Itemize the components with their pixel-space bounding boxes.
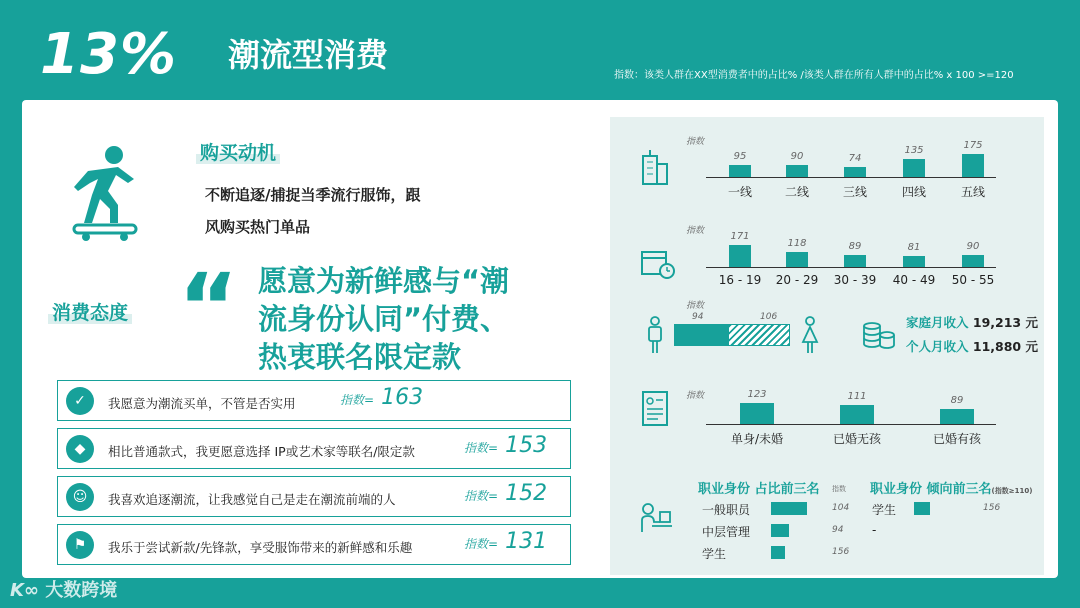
age-category: 40 - 49 [892,273,936,287]
city-axis [706,177,996,178]
age-bar [786,252,808,267]
city-bar [844,167,866,177]
motive-line2: 风购买热门单品 [205,218,311,236]
statement-text: 我乐于尝试新款/先锋款，享受服饰带来的新鲜感和乐趣 [108,540,413,555]
male-index: 94 [692,312,704,322]
flag-icon: ⚑ [66,531,94,559]
city-axis-label: 指数 [686,137,705,147]
age-value: 90 [966,241,980,252]
age-bar [962,255,984,267]
age-axis-label: 指数 [686,226,705,236]
female-icon [800,316,820,358]
gender-axis-label: 指数 [686,301,705,311]
marriage-axis [706,424,996,425]
age-value: 81 [907,242,921,253]
personal-income: 个人月收入 11,880 元 [906,339,1038,354]
marriage-category: 已婚无孩 [832,432,881,446]
age-axis [706,267,996,268]
motive-line1: 不断追逐/捕捉当季流行服饰，跟 [205,186,421,204]
marriage-bar [740,403,774,424]
brand-logo: K∞ 大数跨境 [10,580,118,601]
statement-row [57,524,571,565]
age-bar [903,256,925,267]
age-value: 118 [787,238,807,249]
index-formula: 指数：该类人群在XX型消费者中的占比% /该类人群在所有人群中的占比% x 100 >=120 [614,70,1014,81]
marriage-axis-label: 指数 [686,391,705,401]
marriage-category: 已婚有孩 [932,432,981,446]
occupation-tendency-title: 职业身份 倾向前三名(指数≥110) [870,482,1033,497]
statement-row [57,380,571,421]
male-bar [674,324,728,346]
age-bar [729,245,751,267]
occupation-index: 156 [832,547,850,557]
attitude-line3: 热衷联名限定款 [258,340,462,374]
age-value: 89 [848,241,862,252]
age-category: 30 - 39 [833,273,877,287]
female-bar [728,324,790,346]
attitude-line1: 愿意为新鲜感与“潮 [258,264,510,298]
marriage-category: 单身/未婚 [730,432,784,446]
statement-index: 指数= 163 [340,385,424,410]
marriage-value: 123 [747,389,767,400]
city-bar [729,165,751,177]
city-category: 一线 [727,185,752,199]
occupation-bar [771,524,789,537]
calendar-clock-icon [640,248,676,284]
city-bar [786,165,808,177]
city-value: 135 [904,145,924,156]
skateboarder-icon [68,143,138,245]
city-bar [903,159,925,177]
occupation-bar [771,502,807,515]
occupation-share-title: 职业身份 占比前三名 [698,482,820,497]
statement-index: 指数= 131 [464,529,548,554]
occupation-index: 94 [832,525,844,535]
vest-icon: ◆ [66,435,94,463]
building-icon [640,148,670,190]
city-value: 175 [963,140,983,151]
city-category: 五线 [960,185,985,199]
city-category: 四线 [901,185,926,199]
statement-index: 指数= 153 [464,433,548,458]
statement-row [57,428,571,469]
age-bar [844,255,866,267]
motive-label: 购买动机 [196,138,280,165]
thumbs-up-icon: ✓ [66,387,94,415]
attitude-label: 消费态度 [48,298,132,325]
tendency-label: - [872,523,877,537]
city-bar [962,154,984,177]
marriage-bar [940,409,974,424]
city-value: 74 [848,153,862,164]
marriage-value: 89 [950,395,964,406]
tendency-index: 156 [983,503,1001,513]
statement-row [57,476,571,517]
occupation-label: 学生 [702,547,727,561]
attitude-text [258,262,509,376]
desk-worker-icon [638,500,674,540]
family-income: 家庭月收入 19,213 元 [906,315,1038,330]
city-value: 90 [790,151,804,162]
city-value: 95 [733,151,747,162]
document-icon [640,390,670,432]
statement-text: 相比普通款式，我更愿意选择 IP或艺术家等联名/限定款 [108,444,415,459]
city-category: 二线 [784,185,809,199]
male-icon [646,316,664,358]
statement-text: 我愿意为潮流买单，不管是否实用 [108,396,296,411]
attitude-line2: 流身份认同”付费、 [258,302,510,336]
marriage-value: 111 [847,391,867,402]
marriage-bar [840,405,874,424]
city-category: 三线 [842,185,867,199]
share-percent: 13% [40,22,178,87]
age-category: 16 - 19 [718,273,762,287]
statement-text: 我喜欢追逐潮流，让我感觉自己是走在潮流前端的人 [108,492,396,507]
occupation-label: 一般职员 [702,503,751,517]
age-category: 50 - 55 [951,273,995,287]
tendency-label: 学生 [872,503,897,517]
age-value: 171 [730,231,750,242]
page-title: 潮流型消费 [228,36,389,74]
occupation-label: 中层管理 [702,525,751,539]
quote-icon: “ [178,254,239,361]
tendency-bar [914,502,930,515]
coins-icon [862,318,896,354]
female-index: 106 [760,312,778,322]
occupation-axis-label: 指数 [832,485,846,493]
occupation-index: 104 [832,503,850,513]
age-category: 20 - 29 [775,273,819,287]
occupation-bar [771,546,785,559]
statement-index: 指数= 152 [464,481,548,506]
person-icon: ☺ [66,483,94,511]
